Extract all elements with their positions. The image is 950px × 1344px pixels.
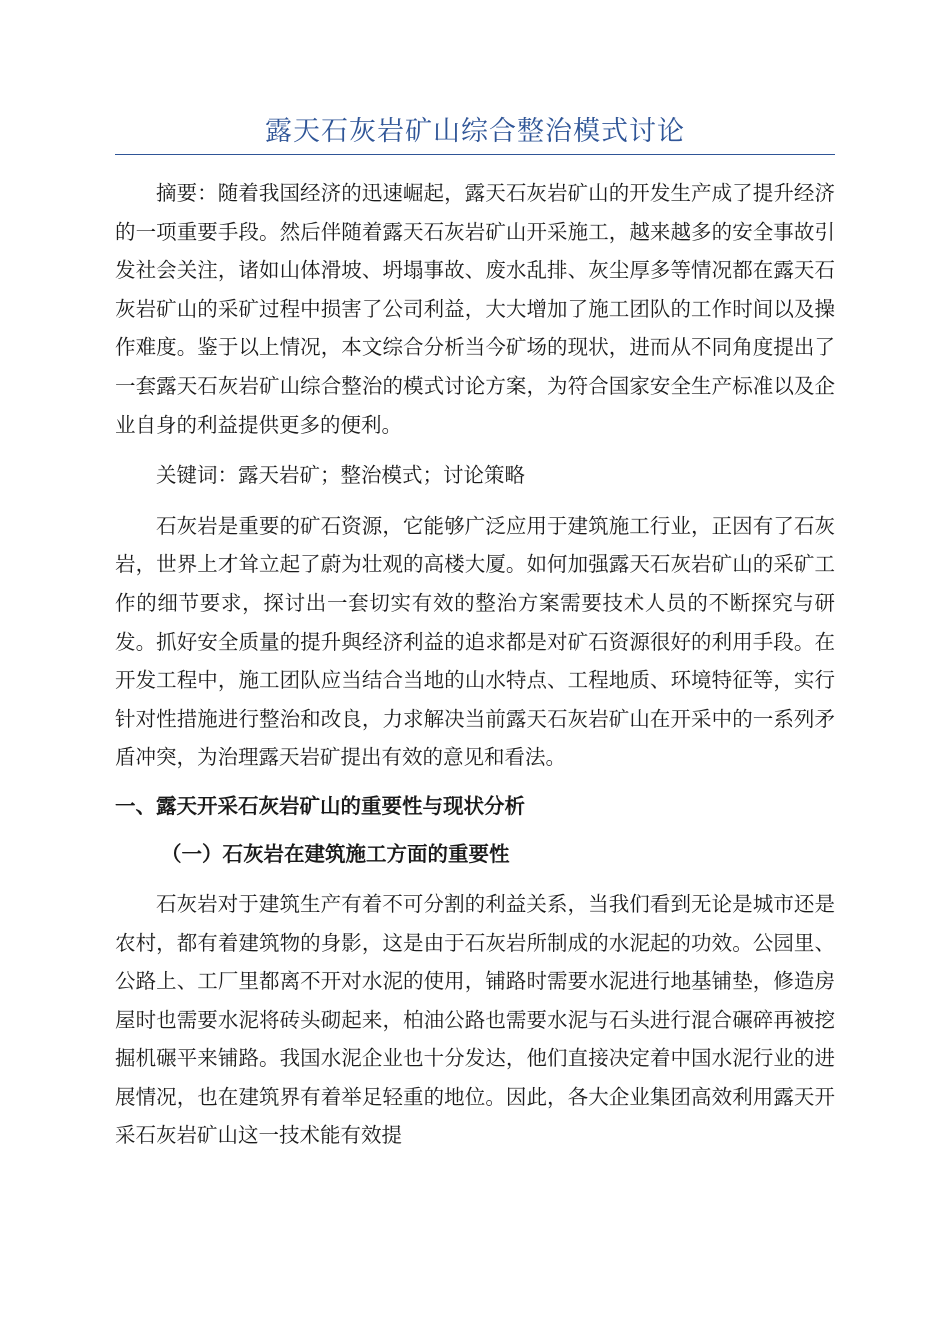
body-paragraph: 石灰岩对于建筑生产有着不可分割的利益关系，当我们看到无论是城市还是农村，都有着建筑物的身影，这是由于石灰岩所制成的水泥起的功效。公园里、公路上、工厂里都离不开对水泥的使用，铺路时需要水泥进行地基铺垫，修造房屋时也需要水泥将砖头砌起来，柏油公路也需要水泥与石头进行混合碾碎再被挖掘机碾平来铺路。我国水泥企业也十分发达，他们直接决定着中国水泥行业的进展情况，也在建筑界有着举足轻重的地位。因此，各大企业集团高效利用露天开采石灰岩矿山这一技术能有效提 — [115, 891, 835, 1148]
document-page — [115, 112, 835, 1155]
intro-paragraph: 石灰岩是重要的矿石资源，它能够广泛应用于建筑施工行业，正因有了石灰岩，世界上才耸立起了蔚为壮观的高楼大厦。如何加强露天石灰岩矿山的采矿工作的细节要求，探讨出一套切实有效的整治方案需要技术人员的不断探究与研发。抓好安全质量的提升與经济利益的追求都是对矿石资源很好的利用手段。在开发工程中，施工团队应当结合当地的山水特点、工程地质、环境特征等，实行针对性措施进行整治和改良，力求解决当前露天石灰岩矿山在开采中的一系列矛盾冲突，为治理露天岩矿提出有效的意见和看法。 — [115, 513, 835, 770]
keywords-paragraph: 关键词：露天岩矿；整治模式；讨论策略 — [156, 463, 525, 488]
section-heading: 一、露天开采石灰岩矿山的重要性与现状分析 — [115, 793, 525, 818]
subsection-heading: （一）石灰岩在建筑施工方面的重要性 — [161, 841, 510, 866]
document-title: 露天石灰岩矿山综合整治模式讨论 — [115, 112, 835, 155]
abstract-paragraph: 摘要：随着我国经济的迅速崛起，露天石灰岩矿山的开发生产成了提升经济的一项重要手段。然后伴随着露天石灰岩矿山开采施工，越来越多的安全事故引发社会关注，诸如山体滑坡、坍塌事故、废水乱排、灰尘厚多等情况都在露天石灰岩矿山的采矿过程中损害了公司利益，大大增加了施工团队的工作时间以及操作难度。鉴于以上情况，本文综合分析当今矿场的现状，进而从不同角度提出了一套露天石灰岩矿山综合整治的模式讨论方案，为符合国家安全生产标准以及企业自身的利益提供更多的便利。 — [115, 181, 835, 437]
